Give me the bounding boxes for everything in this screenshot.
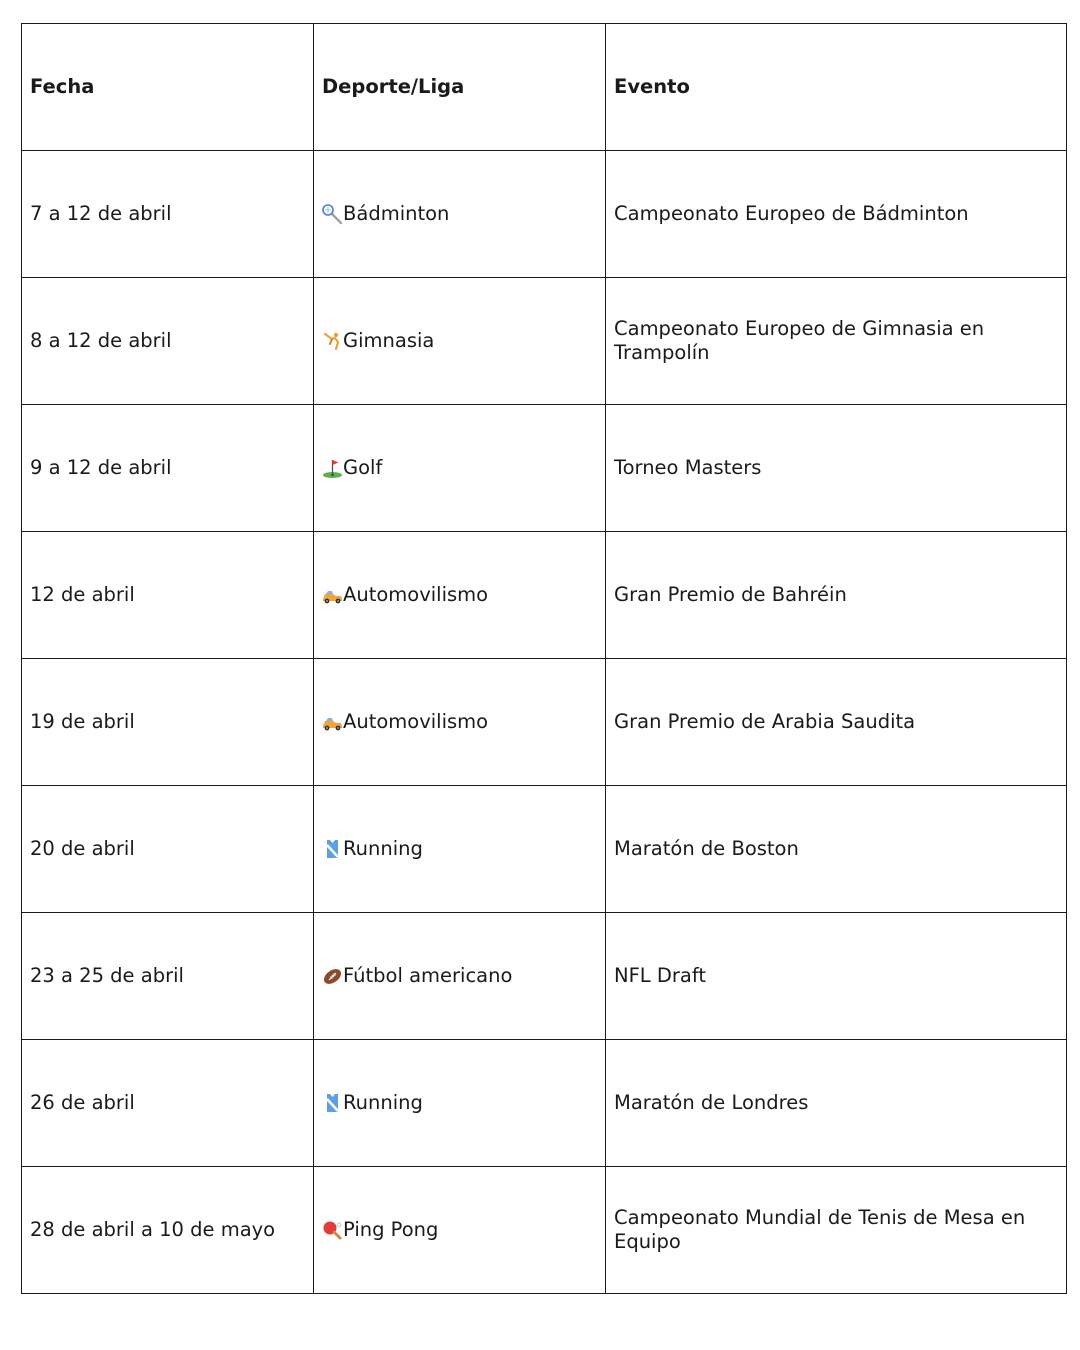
events-table (21, 23, 1067, 1294)
header-event: Evento (606, 24, 1067, 151)
sport-label: Fútbol americano (343, 964, 513, 987)
sport-label: Running (343, 1091, 423, 1114)
gymnast-icon (322, 331, 343, 352)
table-row (22, 151, 1067, 278)
sport-cell (314, 151, 606, 278)
date-cell: 8 a 12 de abril (22, 278, 314, 405)
sport-label: Automovilismo (343, 710, 489, 733)
event-cell: Campeonato Europeo de Gimnasia en Trampolín (606, 278, 1067, 405)
sport-cell (314, 1040, 606, 1167)
sport-label: Running (343, 837, 423, 860)
sport-cell (314, 278, 606, 405)
sport-label: Golf (343, 456, 383, 479)
event-cell: Campeonato Mundial de Tenis de Mesa en Equipo (606, 1167, 1067, 1294)
header-sport: Deporte/Liga (314, 24, 606, 151)
sport-label: Automovilismo (343, 583, 489, 606)
event-cell: Torneo Masters (606, 405, 1067, 532)
table-header-row (22, 24, 1067, 151)
sport-cell (314, 913, 606, 1040)
sport-cell (314, 659, 606, 786)
date-cell: 9 a 12 de abril (22, 405, 314, 532)
event-cell: NFL Draft (606, 913, 1067, 1040)
sport-cell (314, 405, 606, 532)
running-shirt-icon (322, 839, 343, 860)
ping-pong-icon (322, 1220, 343, 1241)
date-cell: 7 a 12 de abril (22, 151, 314, 278)
table-row (22, 1040, 1067, 1167)
event-cell: Campeonato Europeo de Bádminton (606, 151, 1067, 278)
race-car-icon (322, 712, 343, 733)
date-cell: 23 a 25 de abril (22, 913, 314, 1040)
date-cell: 19 de abril (22, 659, 314, 786)
table-row (22, 532, 1067, 659)
american-football-icon (322, 966, 343, 987)
sport-cell (314, 786, 606, 913)
golf-flag-icon (322, 458, 343, 479)
event-cell: Maratón de Boston (606, 786, 1067, 913)
badminton-icon (322, 204, 343, 225)
event-cell: Maratón de Londres (606, 1040, 1067, 1167)
date-cell: 20 de abril (22, 786, 314, 913)
date-cell: 12 de abril (22, 532, 314, 659)
event-cell: Gran Premio de Arabia Saudita (606, 659, 1067, 786)
sport-label: Gimnasia (343, 329, 435, 352)
table-row (22, 1167, 1067, 1294)
table-row (22, 913, 1067, 1040)
table-row (22, 405, 1067, 532)
table-row (22, 659, 1067, 786)
table-row (22, 786, 1067, 913)
header-date: Fecha (22, 24, 314, 151)
event-cell: Gran Premio de Bahréin (606, 532, 1067, 659)
date-cell: 26 de abril (22, 1040, 314, 1167)
table-row (22, 278, 1067, 405)
sport-label: Ping Pong (343, 1218, 439, 1241)
race-car-icon (322, 585, 343, 606)
running-shirt-icon (322, 1093, 343, 1114)
sport-label: Bádminton (343, 202, 450, 225)
sport-cell (314, 1167, 606, 1294)
sport-cell (314, 532, 606, 659)
date-cell: 28 de abril a 10 de mayo (22, 1167, 314, 1294)
